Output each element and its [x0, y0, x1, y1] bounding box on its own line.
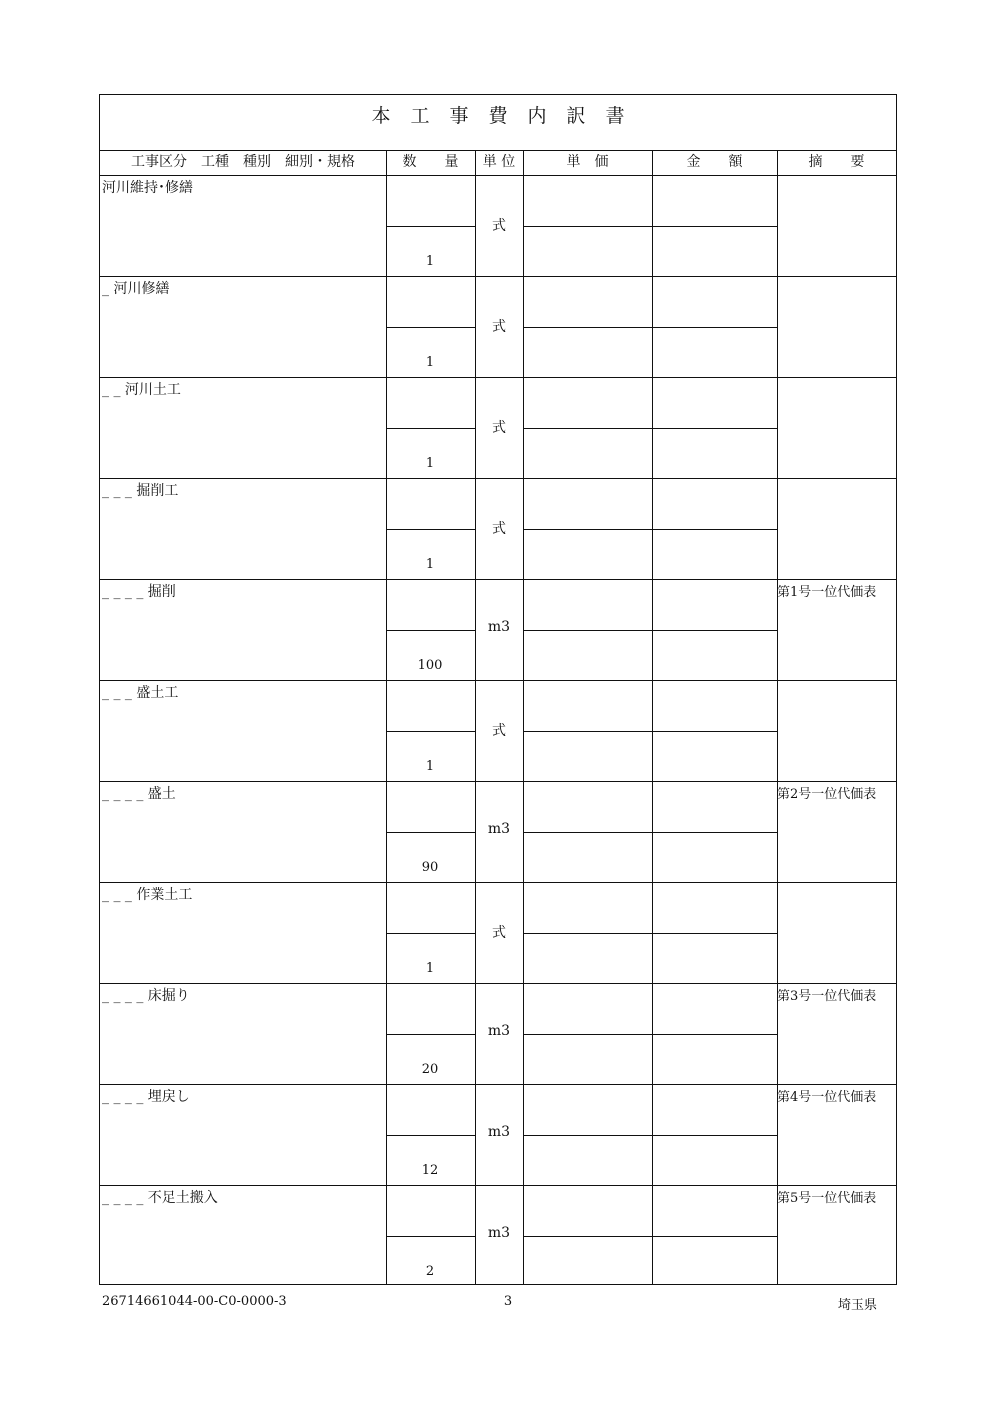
quantity-split-line	[386, 1236, 475, 1237]
item-quantity: 1	[425, 456, 435, 471]
document-title-box	[100, 95, 896, 151]
item-name: _ _ _ _ 床掘り	[102, 988, 190, 1004]
item-quantity: 100	[417, 658, 443, 673]
item-remark: 第1号一位代価表	[777, 585, 877, 600]
header-remarks: 摘 要	[808, 154, 865, 170]
price-split-line	[523, 327, 777, 328]
item-remark: 第3号一位代価表	[777, 989, 877, 1004]
item-unit: 式	[492, 723, 506, 739]
column-divider	[523, 151, 524, 1284]
quantity-split-line	[386, 529, 475, 530]
quantity-split-line	[386, 327, 475, 328]
item-quantity: 1	[425, 355, 435, 370]
header-amount: 金 額	[686, 154, 743, 170]
column-divider	[475, 151, 476, 1284]
price-split-line	[523, 226, 777, 227]
item-name: _ _ _ 作業土工	[102, 887, 193, 903]
price-split-line	[523, 529, 777, 530]
header-unit-price: 単 価	[566, 154, 609, 170]
item-unit: 式	[492, 521, 506, 537]
quantity-split-line	[386, 1135, 475, 1136]
prefecture-name: 埼玉県	[838, 1298, 878, 1313]
item-unit: 式	[492, 218, 506, 234]
header-item: 工事区分 工種 種別 細別・規格	[131, 154, 355, 170]
price-split-line	[523, 731, 777, 732]
column-divider	[777, 151, 778, 1284]
document-code: 26714661044-00-C0-0000-3	[102, 1294, 287, 1309]
item-unit: 式	[492, 925, 506, 941]
item-unit: m3	[487, 619, 511, 635]
item-quantity: 1	[425, 557, 435, 572]
item-quantity: 12	[421, 1163, 439, 1178]
quantity-split-line	[386, 1034, 475, 1035]
item-quantity: 1	[425, 961, 435, 976]
item-quantity: 1	[425, 759, 435, 774]
item-name: _ _ _ _ 盛土	[102, 786, 176, 802]
item-quantity: 1	[425, 254, 435, 269]
item-unit: 式	[492, 420, 506, 436]
column-divider	[652, 151, 653, 1284]
item-unit: m3	[487, 821, 511, 837]
quantity-split-line	[386, 630, 475, 631]
header-unit: 単 位	[482, 154, 516, 170]
item-unit: m3	[487, 1023, 511, 1039]
item-name: _ _ _ _ 掘削	[102, 584, 176, 600]
price-split-line	[523, 933, 777, 934]
price-split-line	[523, 1135, 777, 1136]
quantity-split-line	[386, 832, 475, 833]
item-name: _ _ 河川土工	[102, 382, 181, 398]
price-split-line	[523, 428, 777, 429]
item-name: _ 河川修繕	[102, 281, 170, 297]
estimate-sheet	[99, 94, 897, 1285]
item-quantity: 90	[421, 860, 439, 875]
item-remark: 第5号一位代価表	[777, 1191, 877, 1206]
item-unit: m3	[487, 1225, 511, 1241]
item-remark: 第4号一位代価表	[777, 1090, 877, 1105]
item-name: 河川維持･修繕	[102, 180, 193, 196]
item-name: _ _ _ 盛土工	[102, 685, 179, 701]
price-split-line	[523, 630, 777, 631]
price-split-line	[523, 832, 777, 833]
item-unit: m3	[487, 1124, 511, 1140]
quantity-split-line	[386, 731, 475, 732]
document-title: 本工事費内訳書	[371, 105, 645, 127]
price-split-line	[523, 1236, 777, 1237]
item-remark: 第2号一位代価表	[777, 787, 877, 802]
item-name: _ _ _ 掘削工	[102, 483, 179, 499]
item-quantity: 20	[421, 1062, 439, 1077]
quantity-split-line	[386, 226, 475, 227]
column-divider	[386, 151, 387, 1284]
quantity-split-line	[386, 428, 475, 429]
price-split-line	[523, 1034, 777, 1035]
item-name: _ _ _ _ 埋戻し	[102, 1089, 190, 1105]
item-name: _ _ _ _ 不足土搬入	[102, 1190, 218, 1206]
page-number: 3	[503, 1294, 513, 1309]
header-quantity: 数 量	[402, 154, 459, 170]
item-unit: 式	[492, 319, 506, 335]
item-quantity: 2	[425, 1264, 435, 1279]
quantity-split-line	[386, 933, 475, 934]
